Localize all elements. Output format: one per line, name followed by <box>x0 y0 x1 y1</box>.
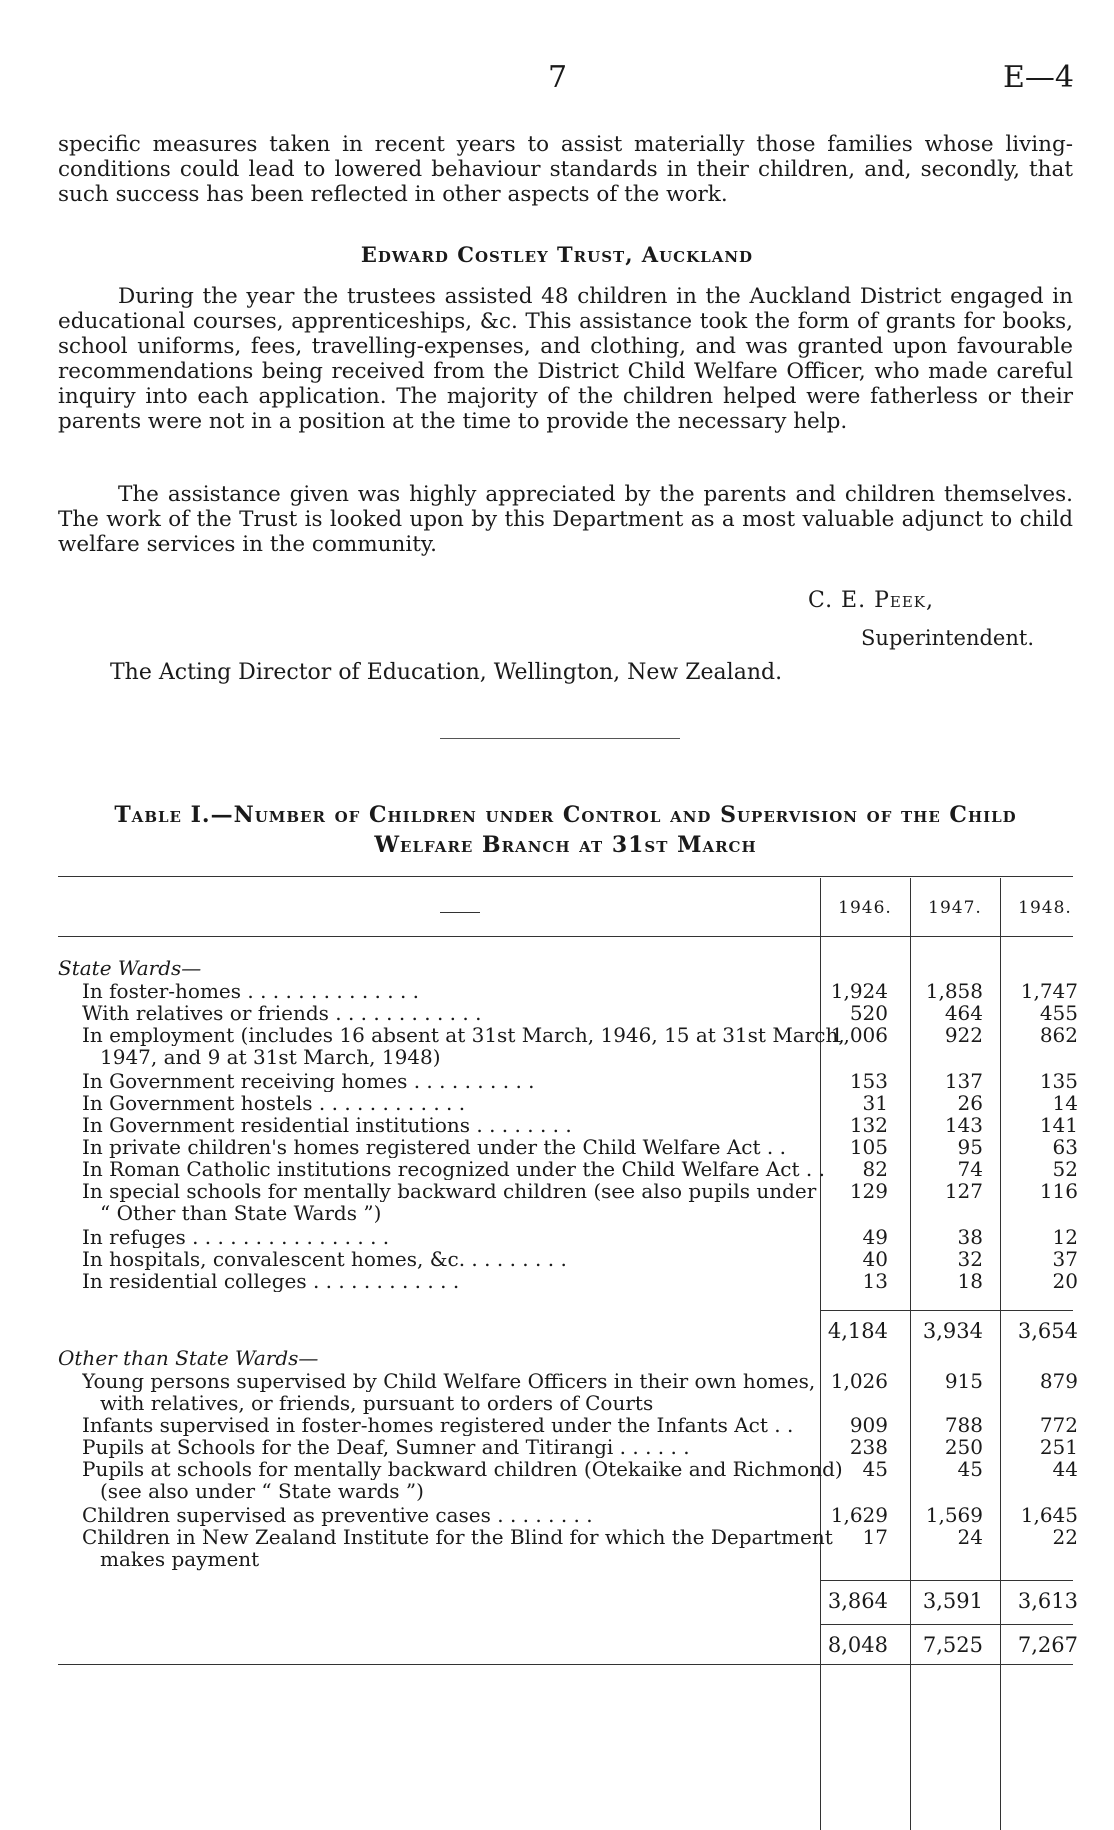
value-1948: 141 <box>1039 1113 1078 1137</box>
total-1946: 4,184 <box>827 1319 888 1343</box>
table-row-continuation <box>58 1046 1073 1068</box>
row-label-continuation: makes payment <box>100 1547 260 1571</box>
body-paragraph-2: The assistance given was highly appreciated by the parents and children themselves. The work of the Trust is looked upon by this Department as a most valuable adjunct to child welfare services in the community. <box>58 482 1073 557</box>
state-wards-total-row <box>58 1318 1078 1344</box>
value-1947: 1,858 <box>925 979 983 1003</box>
page-number: 7 <box>548 60 568 95</box>
body-paragraph-1: During the year the trustees assisted 48 children in the Auckland District engaged in educational courses, apprenticeships, &c. This assistance took the form of grants for books, school uniforms, fees, travelling-expenses, and clothing, and was granted upon favourable recommendations being received from the District Child Welfare Officer, who made careful inquiry into each application. The majority of the children helped were fatherless or their parents were not in a position at the time to provide the necessary help. <box>58 284 1073 434</box>
value-1947: 32 <box>957 1247 983 1271</box>
value-1948: 52 <box>1052 1157 1078 1181</box>
value-1948: 1,747 <box>1020 979 1078 1003</box>
table-row <box>58 1225 1078 1249</box>
value-1948: 879 <box>1039 1369 1078 1393</box>
value-1947: 922 <box>944 1023 983 1047</box>
total-1947: 3,591 <box>922 1589 983 1613</box>
value-1948: 22 <box>1052 1525 1078 1549</box>
table-row <box>58 1525 1078 1549</box>
value-1946: 909 <box>849 1413 888 1437</box>
grand-total-1948: 7,267 <box>1017 1633 1078 1657</box>
table-row <box>58 1369 1078 1393</box>
table-row-continuation <box>58 1480 1073 1502</box>
value-1946: 520 <box>849 1001 888 1025</box>
addressee: The Acting Director of Education, Wellington, New Zealand. <box>110 660 783 685</box>
row-label: In special schools for mentally backward children (see also pupils under <box>82 1180 817 1202</box>
subtotal-rule <box>820 1310 1073 1311</box>
row-label-continuation: with relatives, or friends, pursuant to orders of Courts <box>100 1391 654 1415</box>
value-1946: 1,026 <box>830 1369 888 1393</box>
value-1948: 37 <box>1052 1247 1078 1271</box>
table-row <box>58 979 1078 1003</box>
grand-total-rule <box>820 1624 1073 1625</box>
table-row <box>58 1503 1078 1527</box>
table-header-rule <box>58 936 1073 937</box>
table-title-line-1: Table I.—Number of Children under Control and Supervision of the Child <box>114 802 1017 828</box>
row-label: Children supervised as preventive cases . . . . . . . . <box>82 1504 593 1526</box>
table-row <box>58 1091 1078 1115</box>
row-label: In refuges . . . . . . . . . . . . . . . . <box>82 1226 390 1248</box>
value-1948: 772 <box>1039 1413 1078 1437</box>
grand-total-row <box>58 1632 1078 1658</box>
subtotal-rule <box>820 1580 1073 1581</box>
row-label: In hospitals, convalescent homes, &c. . . . . . . . . <box>82 1248 567 1270</box>
row-label: In Roman Catholic institutions recognized under the Child Welfare Act . . <box>82 1158 825 1180</box>
value-1946: 82 <box>862 1157 888 1181</box>
value-1948: 116 <box>1039 1179 1078 1203</box>
value-1948: 1,645 <box>1020 1503 1078 1527</box>
section-divider <box>440 738 680 739</box>
row-label: In Government receiving homes . . . . . . . . . . <box>82 1070 535 1092</box>
value-1948: 20 <box>1052 1269 1078 1293</box>
row-label: In Government hostels . . . . . . . . . . . . <box>82 1092 466 1114</box>
row-label: Infants supervised in foster-homes registered under the Infants Act . . <box>82 1414 794 1436</box>
table-bottom-rule <box>58 1664 1073 1665</box>
table-row <box>58 1269 1078 1293</box>
value-1946: 13 <box>862 1269 888 1293</box>
value-1946: 1,924 <box>830 979 888 1003</box>
value-1946: 129 <box>849 1179 888 1203</box>
value-1947: 38 <box>957 1225 983 1249</box>
table-row-continuation <box>58 1548 1073 1570</box>
value-1947: 915 <box>944 1369 983 1393</box>
value-1947: 250 <box>944 1435 983 1459</box>
row-label: Children in New Zealand Institute for the Blind for which the Department <box>82 1526 833 1548</box>
year-header-1946: 1946. <box>838 898 892 918</box>
value-1946: 1,629 <box>830 1503 888 1527</box>
value-1947: 74 <box>957 1157 983 1181</box>
section-heading: Edward Costley Trust, Auckland <box>360 242 754 267</box>
table-row-continuation <box>58 1392 1073 1414</box>
value-1947: 24 <box>957 1525 983 1549</box>
value-1947: 26 <box>957 1091 983 1115</box>
value-1947: 95 <box>957 1135 983 1159</box>
value-1946: 45 <box>862 1457 888 1481</box>
table-row <box>58 1457 1078 1481</box>
table-title-line-2: Welfare Branch at 31st March <box>374 832 757 858</box>
row-label: In private children's homes registered under the Child Welfare Act . . <box>82 1136 786 1158</box>
year-header-1947: 1947. <box>928 898 982 918</box>
value-1947: 464 <box>944 1001 983 1025</box>
table-row <box>58 1069 1078 1093</box>
table-row <box>58 1179 1078 1203</box>
value-1948: 63 <box>1052 1135 1078 1159</box>
table-row <box>58 1135 1078 1159</box>
document-code: E—4 <box>1003 60 1074 95</box>
row-label: Pupils at schools for mentally backward children (Otekaike and Richmond) <box>82 1458 843 1480</box>
state-wards-heading: State Wards— <box>58 956 202 980</box>
value-1946: 49 <box>862 1225 888 1249</box>
row-label: Young persons supervised by Child Welfare Officers in their own homes, <box>82 1370 816 1392</box>
table-row <box>58 1113 1078 1137</box>
value-1946: 31 <box>862 1091 888 1115</box>
table-row <box>58 1247 1078 1271</box>
row-label: In employment (includes 16 absent at 31st March, 1946, 15 at 31st March, <box>82 1024 845 1046</box>
intro-paragraph: specific measures taken in recent years to assist materially those families whose living-conditions could lead to lowered behaviour standards in their children, and, secondly, that such success has been reflected in other aspects of the work. <box>58 132 1073 207</box>
value-1948: 455 <box>1039 1001 1078 1025</box>
value-1948: 14 <box>1052 1091 1078 1115</box>
total-1947: 3,934 <box>922 1319 983 1343</box>
value-1948: 251 <box>1039 1435 1078 1459</box>
value-1947: 127 <box>944 1179 983 1203</box>
value-1948: 862 <box>1039 1023 1078 1047</box>
row-label: In residential colleges . . . . . . . . . . . . <box>82 1270 460 1292</box>
value-1946: 132 <box>849 1113 888 1137</box>
row-label: Pupils at Schools for the Deaf, Sumner and Titirangi . . . . . . <box>82 1436 690 1458</box>
total-1948: 3,654 <box>1017 1319 1078 1343</box>
table-row <box>58 1157 1078 1181</box>
signature-name: C. E. Peek, <box>808 588 934 613</box>
table-row <box>58 1435 1078 1459</box>
row-label-continuation: (see also under “ State wards ”) <box>100 1479 424 1503</box>
year-header-1948: 1948. <box>1018 898 1072 918</box>
value-1946: 105 <box>849 1135 888 1159</box>
table-row <box>58 1001 1078 1025</box>
other-total-row <box>58 1588 1078 1614</box>
other-than-state-wards-heading: Other than State Wards— <box>58 1346 319 1370</box>
row-label: In foster-homes . . . . . . . . . . . . . . <box>82 980 420 1002</box>
row-label-continuation: 1947, and 9 at 31st March, 1948) <box>100 1045 441 1069</box>
signature-title: Superintendent. <box>861 626 1034 650</box>
value-1948: 44 <box>1052 1457 1078 1481</box>
grand-total-1946: 8,048 <box>827 1633 888 1657</box>
value-1946: 238 <box>849 1435 888 1459</box>
table-row-continuation <box>58 1202 1073 1224</box>
table-row <box>58 1023 1078 1047</box>
table-title <box>58 800 1073 860</box>
row-label: In Government residential institutions . . . . . . . . <box>82 1114 572 1136</box>
value-1946: 153 <box>849 1069 888 1093</box>
value-1947: 45 <box>957 1457 983 1481</box>
value-1948: 12 <box>1052 1225 1078 1249</box>
value-1946: 17 <box>862 1525 888 1549</box>
total-1946: 3,864 <box>827 1589 888 1613</box>
value-1947: 137 <box>944 1069 983 1093</box>
value-1946: 40 <box>862 1247 888 1271</box>
grand-total-1947: 7,525 <box>922 1633 983 1657</box>
table-row <box>58 1413 1078 1437</box>
row-label: With relatives or friends . . . . . . . . . . . . <box>82 1002 482 1024</box>
value-1948: 135 <box>1039 1069 1078 1093</box>
value-1947: 788 <box>944 1413 983 1437</box>
value-1947: 1,569 <box>925 1503 983 1527</box>
stub-header-dash <box>440 912 480 913</box>
value-1947: 18 <box>957 1269 983 1293</box>
value-1946: 1,006 <box>830 1023 888 1047</box>
value-1947: 143 <box>944 1113 983 1137</box>
total-1948: 3,613 <box>1017 1589 1078 1613</box>
row-label-continuation: “ Other than State Wards ”) <box>100 1201 382 1225</box>
table-top-rule <box>58 876 1073 877</box>
